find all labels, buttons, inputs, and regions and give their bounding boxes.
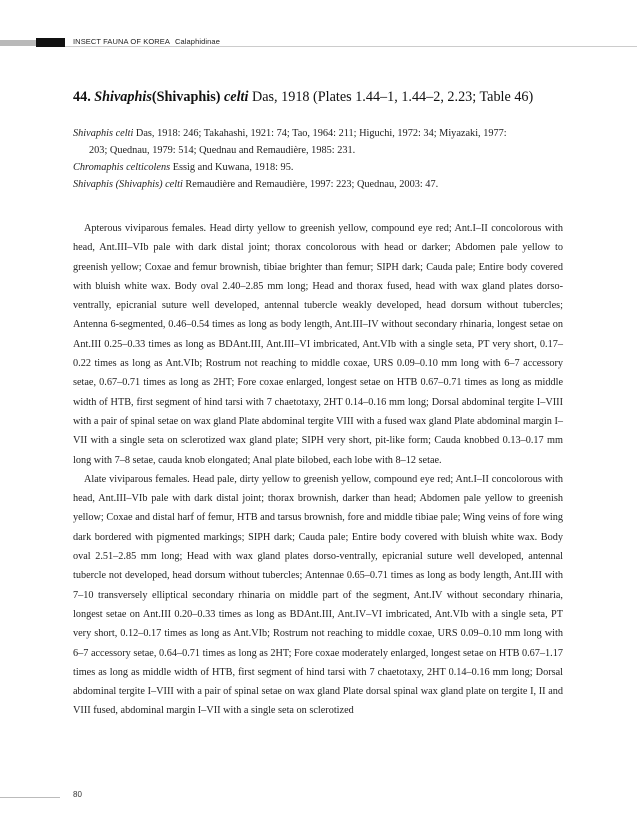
synonym-refs-cont: 203; Quednau, 1979: 514; Quednau and Remaudière, 1985: 231. [89,145,356,156]
species-number: 44. [73,89,91,105]
apterous-description: Apterous viviparous females. Head dirty yellow to greenish yellow, compound eye red; Ant.I–II concolorous with head, Ant.III–VIb pale with dark distal joint; thorax concolorous with head or darker; Abdomen pale yellow to greenish yellow; Coxae and femur brownish, tibiae brighter than femur; SIPH dark; Cauda pale; Entire body covered with bluish white wax. Body oval 2.40–2.85 mm long; Head and thorax fused, head with wax gland plates dorso-ventrally, epicranial suture well developed, antennal tubercle weakly developed, head dorsum without tubercles; Antenna 6-segmented, 0.46–0.54 times as long as body length, Ant.III–IV without secondary rhinaria, longest setae on Ant.III 0.25–0.33 times as long as BDAnt.III, Ant.III–VI imbricated, Ant.VIb with a single seta, PT very short, 0.17–0.22 times as long as Ant.VIb; Rostrum not reaching to middle coxae, URS 0.09–0.10 mm long with 6–7 accessory setae, 0.67–0.71 times as long as 2HT; Fore coxae enlarged, longest setae on HTB 0.67–0.71 times as long as middle width of HTB, first segment of hind tarsi with 7 chaetotaxy, 2HT 0.14–0.16 mm long; Dorsal abdominal tergite I–VIII with a pair of spinal setae on wax gland Plate abdominal tergite VIII with a fused wax gland Plate abdominal margin I–VII with a single seta on sclerotized wax gland plate; SIPH very short, pit-like form; Cauda knobbed 0.13–0.17 mm long with 7–8 setae, cauda knob elongated; Anal plate bilobed, each lobe with 8–12 setae. [73,223,563,466]
synonym-entry [73,159,563,176]
header-grey-bar [0,40,36,46]
synonym-name: Shivaphis (Shivaphis) celti [73,179,183,190]
species-genus: Shivaphis [94,89,152,105]
synonym-refs: Das, 1918: 246; Takahashi, 1921: 74; Tao, 1964: 211; Higuchi, 1972: 34; Miyazaki, 1977: [133,128,507,139]
synonym-refs: Essig and Kuwana, 1918: 95. [170,162,294,173]
header-series: INSECT FAUNA OF KOREA [73,37,170,46]
header-subfamily: Calaphidinae [174,37,220,46]
synonym-refs: Remaudière and Remaudière, 1997: 223; Quednau, 2003: 47. [182,179,439,190]
synonym-name: Shivaphis celti [73,128,134,139]
species-subgenus: (Shivaphis) [151,89,221,105]
description-body [73,219,563,721]
footer-rule [0,797,60,798]
synonym-entry [73,125,563,159]
synonym-name: Chromaphis celticolens [73,162,171,173]
header-rule [65,46,637,47]
header-black-bar [36,38,65,47]
species-epithet: celti [224,89,249,105]
species-title [73,89,593,106]
page-number: 80 [73,790,82,799]
species-authority: Das, 1918 (Plates 1.44–1, 1.44–2, 2.23; Table 46) [251,89,534,105]
running-header [73,37,220,46]
synonym-entry [73,176,563,193]
alate-description: Alate viviparous females. Head pale, dirty yellow to greenish yellow, compound eye red; Ant.I–II concolorous with head, Ant.III–VIb pale with dark distal joint; thorax brownish, darker than head; Abdomen pale yellow to greenish yellow; Coxae and distal harf of femur, HTB and tarsus brownish, fore and middle tibiae pale; Wing veins of fore wing dark bordered with pigmented markings; SIPH dark; Cauda pale; Entire body covered with bluish white wax. Body oval 2.51–2.85 mm long; Head with wax gland plates dorso-ventrally, epicranial suture well developed, antennal tubercle not developed, head dorsum without tubercles; Antennae 0.65–0.71 times as long as body length, Ant.III with 7–10 transversely elliptical secondary rhinaria on middle part of the segment, Ant.IV without secondary rhinaria, longest setae on Ant.III 0.20–0.33 times as long as BDAnt.III, Ant.IV–VI imbricated, Ant.VIb with a single seta, PT very short, 0.12–0.17 times as long as Ant.VIb; Rostrum not reaching to middle coxae, URS 0.09–0.10 mm long with 6–7 accessory setae, 0.64–0.71 times as long as 2HT; Fore coxae moderately enlarged, longest setae on HTB 0.67–1.17 times as long as middle width of HTB, first segment of hind tarsi with 7 chaetotaxy, 2HT 0.14–0.16 mm long; Dorsal abdominal tergite I–VIII with a pair of spinal setae on wax gland Plate dorsal spinal wax gland plate on tergite I, II and VIII fused, abdominal margin I–VII with a single seta on sclerotized [73,473,563,717]
